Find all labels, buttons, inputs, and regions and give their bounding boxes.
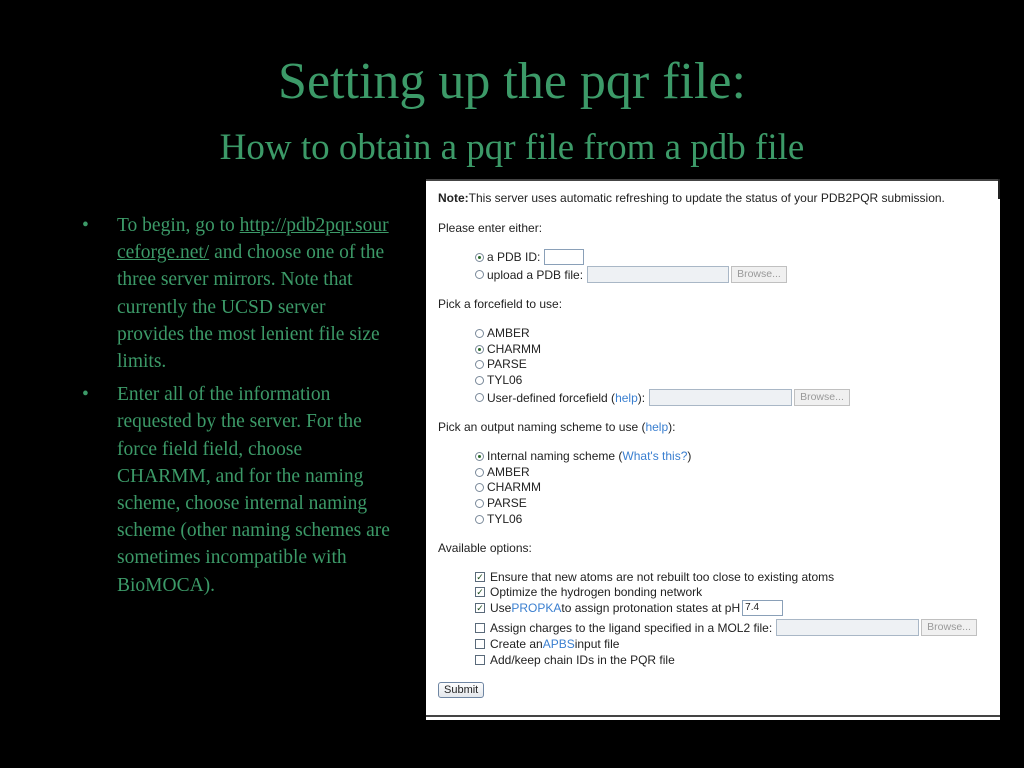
ff-tyl06-label: TYL06 xyxy=(487,373,523,387)
naming-heading-text: Pick an output naming scheme to use ( xyxy=(438,420,646,434)
ph-input[interactable]: 7.4 xyxy=(742,600,783,616)
ff-tyl06-radio[interactable] xyxy=(475,376,484,385)
submit-button[interactable]: Submit xyxy=(438,682,484,698)
naming-heading xyxy=(438,420,675,434)
opt-apbs-checkbox[interactable] xyxy=(475,639,485,649)
opt-chain-row[interactable] xyxy=(475,653,675,667)
naming-internal-radio[interactable] xyxy=(475,452,484,461)
opt-chain-label: Add/keep chain IDs in the PQR file xyxy=(490,653,675,667)
opt-propka-label: Use xyxy=(490,601,512,615)
pdb-id-row[interactable] xyxy=(475,249,584,265)
pdb2pqr-link[interactable]: http://pdb2pqr.sourceforge.net/ xyxy=(117,215,389,264)
opt-ligand-row[interactable] xyxy=(475,619,977,636)
naming-internal-row[interactable] xyxy=(475,449,691,463)
ff-amber-radio[interactable] xyxy=(475,329,484,338)
opt-ligand-label: Assign charges to the ligand specified in a MOL2 file: xyxy=(490,620,773,635)
ff-user-row[interactable] xyxy=(475,389,850,406)
opt-propka-row[interactable] xyxy=(475,600,783,616)
bullet-text: Enter all of the information requested by the server. For the force field field, choose CHARMM, and for the naming scheme, choose internal naming scheme (other naming schemes are sometimes incompatible with BioMOCA). xyxy=(117,384,390,596)
bullet-text: and choose one of the three server mirrors. Note that currently the UCSD server provides the most lenient file size limits. xyxy=(117,242,385,373)
ff-user-label: User-defined forcefield ( xyxy=(487,390,616,405)
ff-user-radio[interactable] xyxy=(475,393,484,402)
forcefield-heading-text: Pick a forcefield to use: xyxy=(438,297,563,311)
naming-charmm-label: CHARMM xyxy=(487,480,541,494)
naming-tyl06-row[interactable] xyxy=(475,512,522,526)
bullet-item xyxy=(82,381,392,599)
naming-charmm-radio[interactable] xyxy=(475,483,484,492)
opt-debump-row[interactable] xyxy=(475,570,834,584)
naming-charmm-row[interactable] xyxy=(475,480,541,494)
opt-apbs-label-end: input file xyxy=(574,637,620,651)
naming-internal-end: ) xyxy=(687,449,692,463)
upload-label: upload a PDB file: xyxy=(487,267,584,282)
slide-title: Setting up the pqr file: xyxy=(278,53,746,110)
slide-subtitle: How to obtain a pqr file from a pdb file xyxy=(219,127,805,168)
pdb-id-radio[interactable] xyxy=(475,253,484,262)
ff-amber-label: AMBER xyxy=(487,326,530,340)
ligand-browse-button[interactable]: Browse... xyxy=(921,619,977,636)
enter-either-label xyxy=(438,221,542,235)
enter-either-text: Please enter either: xyxy=(438,221,543,235)
naming-help-link[interactable]: help xyxy=(645,420,669,434)
pdb2pqr-form-screenshot xyxy=(426,179,1000,720)
bullet-list xyxy=(82,212,392,605)
bullet-dot: • xyxy=(82,215,89,236)
ff-amber-row[interactable] xyxy=(475,326,530,340)
opt-apbs-label: Create an xyxy=(490,637,543,651)
naming-tyl06-label: TYL06 xyxy=(487,512,523,526)
opt-hbond-checkbox[interactable]: ✓ xyxy=(476,587,484,597)
forcefield-heading xyxy=(438,297,562,311)
ff-charmm-radio[interactable] xyxy=(475,345,484,354)
opt-debump-label: Ensure that new atoms are not rebuilt too close to existing atoms xyxy=(490,570,835,584)
options-heading xyxy=(438,541,532,555)
ff-parse-row[interactable] xyxy=(475,357,527,371)
opt-propka-checkbox[interactable]: ✓ xyxy=(476,603,484,613)
edge-divider xyxy=(998,179,1000,199)
upload-row[interactable] xyxy=(475,266,787,283)
opt-propka-label-end: to assign protonation states at pH xyxy=(561,601,741,615)
opt-hbond-row[interactable] xyxy=(475,585,702,599)
naming-internal-label: Internal naming scheme ( xyxy=(487,449,623,463)
ff-help-link[interactable]: help xyxy=(615,390,638,405)
pdb-id-label: a PDB ID: xyxy=(487,250,541,264)
bullet-text: To begin, go to xyxy=(117,215,240,236)
ff-tyl06-row[interactable] xyxy=(475,373,522,387)
opt-hbond-label: Optimize the hydrogen bonding network xyxy=(490,585,703,599)
apbs-link[interactable]: APBS xyxy=(542,637,575,651)
ff-parse-label: PARSE xyxy=(487,357,527,371)
note-label: Note: xyxy=(438,191,469,205)
bottom-divider xyxy=(426,715,1000,717)
naming-amber-label: AMBER xyxy=(487,465,530,479)
bullet-item xyxy=(82,212,392,375)
ff-user-file-input[interactable] xyxy=(649,389,792,406)
upload-radio[interactable] xyxy=(475,270,484,279)
upload-browse-button[interactable]: Browse... xyxy=(731,266,787,283)
bullet-dot: • xyxy=(82,384,89,406)
submit-row xyxy=(438,682,484,698)
naming-amber-radio[interactable] xyxy=(475,468,484,477)
top-divider xyxy=(426,179,1000,181)
naming-amber-row[interactable] xyxy=(475,465,530,479)
opt-ligand-checkbox[interactable] xyxy=(475,623,485,633)
ff-charmm-row[interactable] xyxy=(475,342,541,356)
note-text: This server uses automatic refreshing to update the status of your PDB2PQR submission. xyxy=(468,191,945,205)
options-heading-text: Available options: xyxy=(438,541,532,555)
naming-parse-row[interactable] xyxy=(475,496,527,510)
naming-tyl06-radio[interactable] xyxy=(475,515,484,524)
note-line xyxy=(438,191,945,205)
upload-file-input[interactable] xyxy=(587,266,729,283)
pdb-id-input[interactable] xyxy=(544,249,584,265)
naming-heading-end: ): xyxy=(668,420,676,434)
ligand-file-input[interactable] xyxy=(776,619,919,636)
ff-user-label-end: ): xyxy=(637,390,646,405)
naming-parse-radio[interactable] xyxy=(475,499,484,508)
ff-user-browse-button[interactable]: Browse... xyxy=(794,389,850,406)
opt-debump-checkbox[interactable]: ✓ xyxy=(476,572,484,582)
propka-link[interactable]: PROPKA xyxy=(511,601,562,615)
ff-parse-radio[interactable] xyxy=(475,360,484,369)
whats-this-link[interactable]: What's this? xyxy=(622,449,688,463)
ff-charmm-label: CHARMM xyxy=(487,342,541,356)
opt-apbs-row[interactable] xyxy=(475,637,619,651)
opt-chain-checkbox[interactable] xyxy=(475,655,485,665)
naming-parse-label: PARSE xyxy=(487,496,527,510)
